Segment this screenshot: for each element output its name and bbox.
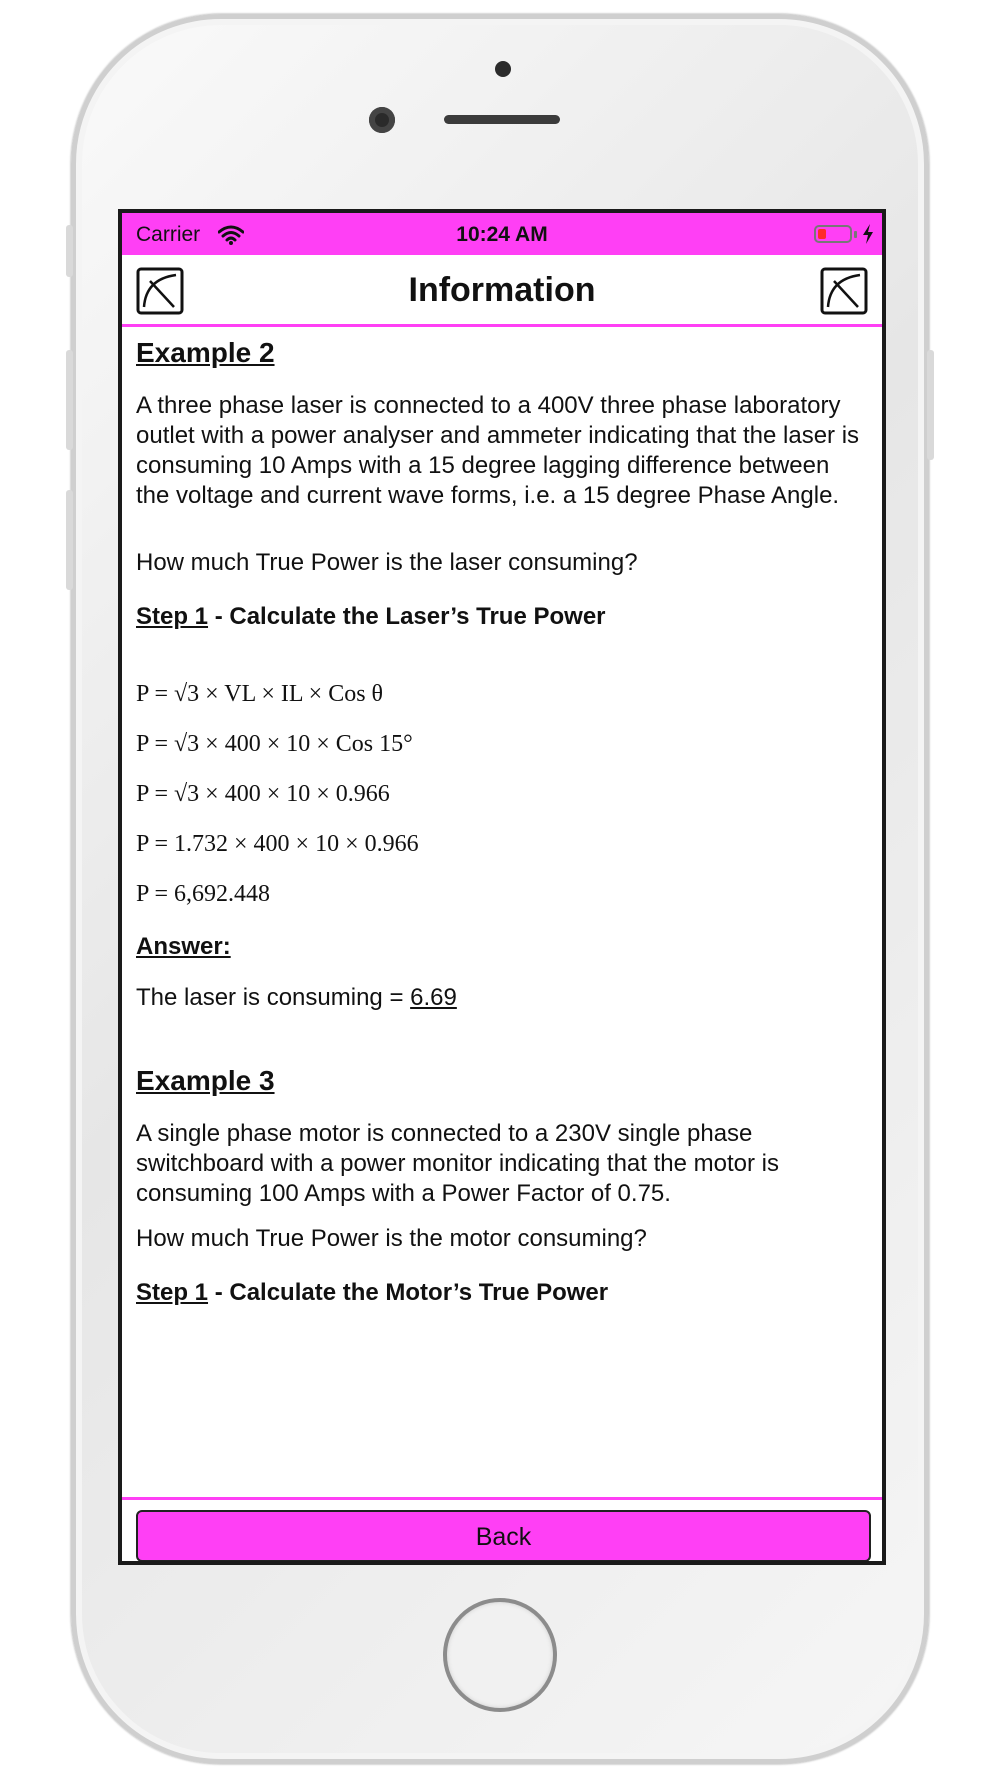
proximity-sensor xyxy=(495,61,511,77)
carrier-label: Carrier xyxy=(136,223,201,246)
equation-line: P = 6,692.448 xyxy=(136,881,270,907)
step-label: Step 1 xyxy=(136,603,209,630)
home-button[interactable] xyxy=(443,1598,557,1712)
footer-bar xyxy=(122,1497,882,1565)
answer-value: 6.69 xyxy=(410,984,457,1011)
answer-label: Answer: xyxy=(136,933,231,960)
step-text: - Calculate the Laser’s True Power xyxy=(208,603,606,630)
earpiece-speaker xyxy=(444,115,560,124)
app-screen xyxy=(118,209,886,1565)
example-2-step-1 xyxy=(136,603,606,631)
answer-prefix: The laser is consuming = xyxy=(136,984,411,1011)
equation-line: P = √3 × VL × IL × Cos θ xyxy=(136,681,384,707)
information-content xyxy=(136,327,871,1415)
equation-line: P = 1.732 × 400 × 10 × 0.966 xyxy=(136,831,419,857)
mute-switch xyxy=(66,225,73,277)
navigation-bar xyxy=(122,255,882,327)
example-3-title: Example 3 xyxy=(136,1065,275,1096)
battery-icon xyxy=(814,225,852,243)
example-3-paragraph: A single phase motor is connected to a 230V single phase switchboard with a power monitor indicating that the motor is consuming 100 Amps with a Power Factor of 0.75. xyxy=(136,1120,779,1207)
step-label: Step 1 xyxy=(136,1279,209,1306)
back-button[interactable]: Back xyxy=(136,1510,871,1562)
answer-text xyxy=(136,983,866,1013)
example-3-question: How much True Power is the motor consuming? xyxy=(136,1225,647,1252)
equation-line: P = √3 × 400 × 10 × Cos 15° xyxy=(136,731,413,757)
example-2-title: Example 2 xyxy=(136,337,275,368)
volume-down-button xyxy=(66,490,73,590)
meter-icon[interactable] xyxy=(820,267,868,315)
battery-tip xyxy=(854,231,857,238)
front-camera xyxy=(369,107,395,133)
equation-line: P = √3 × 400 × 10 × 0.966 xyxy=(136,781,390,807)
power-button xyxy=(927,350,934,460)
volume-up-button xyxy=(66,350,73,450)
example-2-paragraph: A three phase laser is connected to a 400V three phase laboratory outlet with a power analyser and ammeter indicating that the laser is consuming 10 Amps with a 15 degree lagging difference between the voltage and current wave forms, i.e. a 15 degree Phase Angle. xyxy=(136,392,860,509)
status-bar xyxy=(122,213,882,255)
status-time: 10:24 AM xyxy=(456,223,548,246)
step-text: - Calculate the Motor’s True Power xyxy=(208,1279,609,1306)
charging-bolt-icon xyxy=(862,224,874,244)
page-title: Information xyxy=(408,271,596,309)
example-3-step-1 xyxy=(136,1279,608,1307)
example-2-question: How much True Power is the laser consuming? xyxy=(136,549,638,576)
